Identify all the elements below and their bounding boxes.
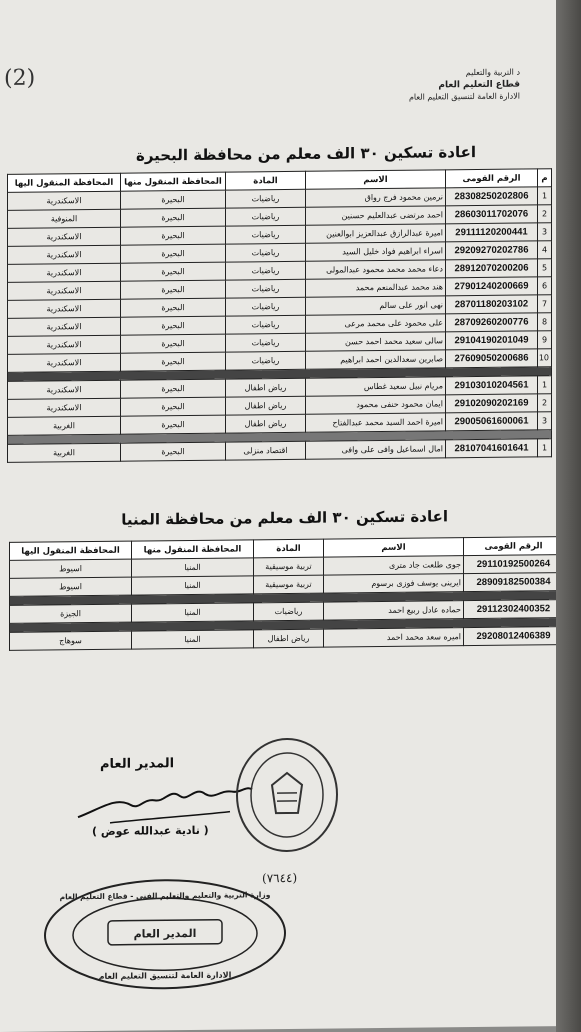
to-gov-cell: الاسكندرية (8, 317, 121, 336)
col-to-gov: المحافظة المنقول اليها (10, 541, 132, 560)
to-gov-cell: الاسكندرية (8, 191, 121, 210)
name-cell: نهى انور على سالم (306, 296, 446, 315)
national-id-cell: 28909182500384 (464, 573, 564, 592)
letterhead-line1: د التربية والتعليم (465, 67, 520, 78)
letterhead-line3: الادارة العامة لتنسيق التعليم العام (408, 91, 520, 102)
section2-table (9, 536, 576, 651)
subject-cell: رياضيات (226, 315, 306, 334)
from-gov-cell: المنيا (132, 630, 254, 649)
to-gov-cell: الاسكندرية (8, 335, 121, 354)
col-subject: المادة (254, 539, 324, 558)
col-national-id: الرقم القومى (446, 169, 538, 188)
subject-cell: رياضيات (226, 189, 306, 208)
name-cell: هند محمد عبدالمنعم محمد (306, 278, 446, 297)
national-id-cell: 29112302400352 (464, 600, 564, 619)
stamp-outer-text: وزارة التربية والتعليم والتعليم الفنى - قطاع التعليم العام (59, 890, 271, 902)
subject-cell: رياضيات (226, 261, 306, 280)
letterhead-line2: قطاع التعليم العام (438, 79, 520, 91)
from-gov-cell: البحيرة (121, 298, 226, 317)
letterhead (409, 67, 520, 104)
name-cell: ايمان محمود حنفى محمود (306, 395, 446, 414)
national-id-cell: 29111120200441 (446, 223, 538, 242)
to-gov-cell: الغربية (8, 443, 121, 462)
official-seal (232, 734, 342, 855)
national-id-cell: 29110192500264 (464, 555, 564, 574)
row-number: 6 (538, 277, 552, 295)
name-cell: اميره سعد محمد احمد (324, 628, 464, 647)
to-gov-cell: الاسكندرية (8, 281, 121, 300)
national-id-cell: 29102090202169 (446, 394, 538, 413)
name-cell: صابرين سعدالدين احمد ابراهيم (306, 350, 446, 369)
national-id-cell: 28107041601641 (446, 439, 538, 458)
stamp-bottom-text: الادارة العامة لتنسيق التعليم العام (98, 970, 232, 981)
to-gov-cell: اسيوط (10, 577, 132, 596)
name-cell: اميرة عبدالرازق عبدالعزيز ابوالعنين (306, 224, 446, 243)
name-cell: امال اسماعيل وافى على وافى (306, 440, 446, 459)
book-edge (556, 0, 581, 1032)
page-number: (2) (4, 65, 36, 91)
name-cell: مريام نبيل سعيد غطاس (306, 377, 446, 396)
national-id-cell: 28912070200206 (446, 259, 538, 278)
to-gov-cell: الاسكندرية (8, 353, 121, 372)
col-name: الاسم (324, 538, 464, 557)
from-gov-cell: البحيرة (121, 397, 226, 416)
national-id-cell: 27609050200686 (446, 349, 538, 368)
national-id-cell: 27901240200669 (446, 277, 538, 296)
subject-cell: رياضيات (226, 225, 306, 244)
name-cell: سالى سعيد محمد احمد حسن (306, 332, 446, 351)
from-gov-cell: البحيرة (121, 352, 226, 371)
department-stamp (40, 873, 290, 996)
col-from-gov: المحافظة المنقول منها (132, 540, 254, 559)
to-gov-cell: المنوفية (8, 209, 121, 228)
from-gov-cell: البحيرة (121, 415, 226, 434)
to-gov-cell: الجيزة (10, 604, 132, 623)
reference-number: (٧٦٤٤) (262, 870, 298, 886)
col-subject: المادة (226, 171, 306, 190)
section1-table (7, 168, 552, 463)
row-number: 8 (538, 313, 552, 331)
national-id-cell: 29208012406389 (464, 627, 564, 646)
to-gov-cell: الاسكندرية (8, 227, 121, 246)
national-id-cell: 29103010204561 (446, 376, 538, 395)
subject-cell: رياضيات (226, 333, 306, 352)
to-gov-cell: سوهاج (10, 631, 132, 650)
subject-cell: رياض اطفال (226, 414, 306, 433)
row-number: 1 (538, 187, 552, 205)
section2-title: اعادة تسكين ٣٠ الف معلم من محافظة المنيا (121, 507, 448, 529)
to-gov-cell: الاسكندرية (8, 299, 121, 318)
row-number: 3 (538, 412, 552, 430)
to-gov-cell: الغربية (8, 416, 121, 435)
subject-cell: رياض اطفال (226, 378, 306, 397)
national-id-cell: 28603011702076 (446, 205, 538, 224)
from-gov-cell: البحيرة (121, 316, 226, 335)
from-gov-cell: المنيا (132, 603, 254, 622)
col-name: الاسم (306, 170, 446, 189)
row-number: 1 (538, 439, 552, 457)
row-number: 7 (538, 295, 552, 313)
from-gov-cell: البحيرة (121, 280, 226, 299)
to-gov-cell: الاسكندرية (8, 398, 121, 417)
to-gov-cell: الاسكندرية (8, 380, 121, 399)
name-cell: ايرينى يوسف فوزى برسوم (324, 574, 464, 593)
subject-cell: رياضيات (254, 602, 324, 621)
name-cell: دعاء محمد محمد محمود عبدالمولى (306, 260, 446, 279)
name-cell: اميرة احمد السيد محمد عبدالفتاح (306, 413, 446, 432)
subject-cell: رياضيات (226, 297, 306, 316)
from-gov-cell: البحيرة (121, 226, 226, 245)
from-gov-cell: المنيا (132, 558, 254, 577)
from-gov-cell: البحيرة (121, 442, 226, 461)
subject-cell: اقتصاد منزلى (226, 441, 306, 460)
national-id-cell: 28701180203102 (446, 295, 538, 314)
row-number: 1 (538, 376, 552, 394)
subject-cell: تربية موسيقية (254, 575, 324, 594)
from-gov-cell: البحيرة (121, 262, 226, 281)
to-gov-cell: الاسكندرية (8, 263, 121, 282)
national-id-cell: 28308250202806 (446, 187, 538, 206)
name-cell: نرمين محمود فرج رواق (306, 188, 446, 207)
col-num: م (538, 169, 552, 187)
col-national-id: الرقم القومى (464, 537, 564, 556)
row-number: 3 (538, 223, 552, 241)
col-to-gov: المحافظة المنقول اليها (8, 173, 121, 192)
row-number: 4 (538, 241, 552, 259)
section1-title: اعادة تسكين ٣٠ الف معلم من محافظة البحيرة (135, 143, 476, 165)
to-gov-cell: اسيوط (10, 559, 132, 578)
name-cell: جوى طلعت جاد مترى (324, 556, 464, 575)
subject-cell: رياضيات (226, 279, 306, 298)
signature-title: المدير العام (100, 756, 175, 772)
row-number: 9 (538, 331, 552, 349)
row-number: 2 (538, 205, 552, 223)
row-number: 5 (538, 259, 552, 277)
subject-cell: رياض اطفال (226, 396, 306, 415)
from-gov-cell: البحيرة (121, 244, 226, 263)
national-id-cell: 28709260200776 (446, 313, 538, 332)
subject-cell: تربية موسيقية (254, 557, 324, 576)
national-id-cell: 29005061600061 (446, 412, 538, 431)
subject-cell: رياضيات (226, 243, 306, 262)
name-cell: على محمود على محمد مرعى (306, 314, 446, 333)
stamp-center-text: المدير العام (133, 926, 197, 941)
subject-cell: رياضيات (226, 207, 306, 226)
national-id-cell: 29209270202786 (446, 241, 538, 260)
from-gov-cell: البحيرة (121, 208, 226, 227)
from-gov-cell: البحيرة (121, 379, 226, 398)
name-cell: حماده عادل ربيع احمد (324, 601, 464, 620)
row-number: 10 (538, 349, 552, 367)
col-from-gov: المحافظة المنقول منها (121, 172, 226, 191)
row-number: 2 (538, 394, 552, 412)
to-gov-cell: الاسكندرية (8, 245, 121, 264)
signatory-name: ( نادية عبدالله عوض ) (92, 823, 209, 839)
national-id-cell: 29104190201049 (446, 331, 538, 350)
name-cell: احمد مرتضى عبدالعليم حسنين (306, 206, 446, 225)
subject-cell: رياض اطفال (254, 629, 324, 648)
name-cell: اسراء ابراهيم فواد خليل السيد (306, 242, 446, 261)
from-gov-cell: المنيا (132, 576, 254, 595)
from-gov-cell: البحيرة (121, 190, 226, 209)
from-gov-cell: البحيرة (121, 334, 226, 353)
subject-cell: رياضيات (226, 351, 306, 370)
